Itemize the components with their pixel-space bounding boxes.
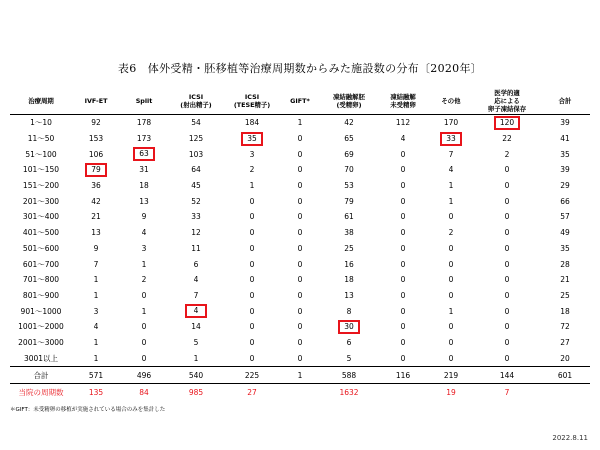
table-cell: 92: [91, 118, 101, 128]
table-cell: 27: [247, 387, 257, 397]
table-cell: 0: [400, 275, 406, 285]
table-cell: 0: [297, 196, 303, 206]
table-cell: 7: [448, 149, 454, 159]
table-cell: 1: [448, 306, 454, 316]
table-cell: [474, 115, 540, 131]
row-label: 301～400: [22, 212, 60, 222]
table-cell: 5: [346, 353, 352, 363]
table-cell: 13: [139, 196, 149, 206]
table-cell: 16: [344, 259, 354, 269]
table-cell: 153: [88, 134, 104, 144]
table-row: [10, 162, 590, 178]
table-cell: 496: [120, 367, 168, 384]
table-cell: 0: [448, 275, 454, 285]
table-cell: 0: [297, 212, 303, 222]
table-cell: 0: [297, 353, 303, 363]
column-header: GIFT*: [280, 88, 320, 115]
table-cell: 9: [93, 243, 99, 253]
column-header: その他: [428, 88, 474, 115]
column-header: ICSI (射出精子): [168, 88, 224, 115]
table-row: [10, 241, 590, 257]
column-header: 凍結融解 未受精卵: [378, 88, 428, 115]
row-label: 101～150: [22, 165, 60, 175]
table-cell: [378, 384, 428, 401]
table-cell: 0: [504, 165, 510, 175]
table-cell: 6: [193, 259, 199, 269]
table-row: [10, 319, 590, 335]
table-cell: 3: [93, 306, 99, 316]
table-cell: 18: [139, 181, 149, 191]
table-cell: 112: [395, 118, 411, 128]
table-cell: 53: [344, 181, 354, 191]
table-cell: 178: [136, 118, 152, 128]
table-cell: 1: [297, 118, 303, 128]
table-cell: 54: [191, 118, 201, 128]
table-cell: 45: [191, 181, 201, 191]
table-cell: 0: [448, 212, 454, 222]
table-cell: 1: [193, 353, 199, 363]
table-cell: 3: [249, 149, 255, 159]
table-row: [10, 303, 590, 319]
table-cell: 0: [504, 306, 510, 316]
table-cell: 0: [297, 306, 303, 316]
table-cell: 35: [560, 149, 570, 159]
table-cell: 184: [244, 118, 260, 128]
table-cell: 0: [249, 290, 255, 300]
row-label: 2001～3000: [18, 337, 64, 347]
table-header-row: [10, 88, 590, 115]
table-cell: 0: [249, 196, 255, 206]
table-cell: 540: [168, 367, 224, 384]
table-cell: 7: [193, 290, 199, 300]
table-cell: 2: [249, 165, 255, 175]
table-cell: 0: [504, 353, 510, 363]
table-cell: 66: [560, 196, 570, 206]
table-cell: 0: [504, 259, 510, 269]
row-label: 801～900: [22, 290, 60, 300]
table-cell: 0: [448, 243, 454, 253]
table-cell: 70: [344, 165, 354, 175]
table-cell: 125: [188, 134, 204, 144]
table-cell: 0: [249, 228, 255, 238]
table-cell: 0: [141, 353, 147, 363]
table-cell: 39: [560, 118, 570, 128]
table-cell: [280, 384, 320, 401]
table-cell: 21: [560, 275, 570, 285]
table-row: [10, 225, 590, 241]
table-cell: 219: [428, 367, 474, 384]
table-row: [10, 209, 590, 225]
table-cell: 588: [320, 367, 378, 384]
table-cell: 21: [91, 212, 101, 222]
row-label: 151～200: [22, 181, 60, 191]
column-header: 治療周期: [10, 88, 72, 115]
highlighted-value: 120: [494, 116, 520, 130]
table-cell: 0: [504, 228, 510, 238]
table-cell: 29: [560, 181, 570, 191]
table-cell: 103: [188, 149, 204, 159]
table-cell: [428, 131, 474, 147]
table-cell: 0: [249, 243, 255, 253]
table-cell: 0: [297, 149, 303, 159]
table-row: [10, 131, 590, 147]
table-cell: 20: [560, 353, 570, 363]
table-cell: 25: [344, 243, 354, 253]
table-cell: 0: [504, 181, 510, 191]
table-cell: 4: [141, 228, 147, 238]
table-cell: 0: [400, 243, 406, 253]
row-label: 401～500: [22, 228, 60, 238]
table-cell: 33: [191, 212, 201, 222]
table-cell: 0: [448, 322, 454, 332]
table-cell: 1: [141, 306, 147, 316]
table-cell: 7: [93, 259, 99, 269]
table-cell: 7: [504, 387, 510, 397]
table-row: [10, 146, 590, 162]
table-cell: 69: [344, 149, 354, 159]
table-cell: 12: [191, 228, 201, 238]
table-cell: 3: [141, 243, 147, 253]
table-cell: 72: [560, 322, 570, 332]
table-cell: 1: [93, 275, 99, 285]
table-cell: 0: [249, 259, 255, 269]
table-cell: [120, 146, 168, 162]
table-cell: 1632: [339, 387, 359, 397]
highlighted-value: 4: [185, 304, 207, 318]
table-cell: 0: [504, 196, 510, 206]
table-cell: 116: [378, 367, 428, 384]
table-cell: 35: [560, 243, 570, 253]
table-cell: 1: [448, 181, 454, 191]
row-label: 11～50: [27, 134, 55, 144]
table-cell: 0: [400, 181, 406, 191]
table-cell: 1: [448, 196, 454, 206]
table-cell: 0: [297, 134, 303, 144]
highlighted-value: 35: [241, 132, 263, 146]
table-cell: 13: [344, 290, 354, 300]
table-cell: [72, 162, 120, 178]
row-label: 3001以上: [23, 353, 59, 363]
table-row: [10, 335, 590, 351]
table-cell: 52: [191, 196, 201, 206]
our-row: [10, 384, 590, 401]
table-cell: 0: [249, 212, 255, 222]
row-label: 51～100: [25, 149, 57, 159]
table-cell: 0: [297, 181, 303, 191]
table-cell: 0: [297, 228, 303, 238]
table-cell: 0: [400, 165, 406, 175]
table-cell: 4: [193, 275, 199, 285]
table-cell: 13: [91, 228, 101, 238]
column-header: IVF-ET: [72, 88, 120, 115]
table-cell: 6: [346, 337, 352, 347]
table-cell: 0: [400, 337, 406, 347]
table-cell: 2: [504, 149, 510, 159]
table-cell: 135: [88, 387, 104, 397]
table-row: [10, 350, 590, 366]
column-header: 医学的適 応による 卵子凍結保存: [474, 88, 540, 115]
highlighted-value: 63: [133, 147, 155, 161]
row-label: 当院の周期数: [18, 387, 64, 397]
table-cell: 2: [448, 228, 454, 238]
table-cell: 0: [448, 353, 454, 363]
table-cell: 27: [560, 337, 570, 347]
table-cell: 1: [93, 290, 99, 300]
table-cell: 31: [139, 165, 149, 175]
table-cell: 106: [88, 149, 104, 159]
page-title: 表6 体外受精・胚移植等治療周期数からみた施設数の分布〔2020年〕: [117, 62, 483, 75]
table-cell: 0: [400, 259, 406, 269]
table-cell: 39: [560, 165, 570, 175]
table-cell: 42: [91, 196, 101, 206]
table-cell: 4: [448, 165, 454, 175]
column-header: 凍結融解胚 (受精卵): [320, 88, 378, 115]
table-cell: 57: [560, 212, 570, 222]
table-cell: 5: [193, 337, 199, 347]
table-cell: 0: [504, 212, 510, 222]
column-header: 合計: [540, 88, 590, 115]
column-header: Split: [120, 88, 168, 115]
table-cell: 985: [188, 387, 204, 397]
table-cell: 22: [502, 134, 512, 144]
total-row: [10, 367, 590, 384]
row-label: 合計: [10, 367, 72, 384]
table-cell: 0: [297, 165, 303, 175]
table-cell: 19: [446, 387, 456, 397]
table-cell: 25: [560, 290, 570, 300]
table-cell: 0: [400, 149, 406, 159]
table-cell: 8: [346, 306, 352, 316]
table-cell: 0: [297, 290, 303, 300]
table-row: [10, 256, 590, 272]
table-cell: [168, 303, 224, 319]
table-cell: 0: [400, 290, 406, 300]
table-row: [10, 272, 590, 288]
table-cell: [540, 384, 590, 401]
table-cell: 0: [448, 259, 454, 269]
table-cell: 42: [344, 118, 354, 128]
table-cell: 0: [249, 337, 255, 347]
table-cell: 0: [297, 243, 303, 253]
table-cell: 0: [249, 353, 255, 363]
table-cell: 14: [191, 322, 201, 332]
table-cell: 601: [540, 367, 590, 384]
table-cell: 36: [91, 181, 101, 191]
highlighted-value: 33: [440, 132, 462, 146]
table-cell: 0: [400, 212, 406, 222]
table-cell: 41: [560, 134, 570, 144]
table-cell: 0: [504, 337, 510, 347]
row-label: 701～800: [22, 275, 60, 285]
table-cell: 0: [400, 228, 406, 238]
highlighted-value: 30: [338, 320, 360, 334]
row-label: 901～1000: [20, 306, 62, 316]
table-cell: 0: [141, 290, 147, 300]
table-cell: 0: [448, 290, 454, 300]
table-cell: 225: [224, 367, 280, 384]
table-cell: 0: [249, 306, 255, 316]
table-cell: 61: [344, 212, 354, 222]
table-cell: 0: [297, 259, 303, 269]
table-cell: 0: [448, 337, 454, 347]
table-row: [10, 115, 590, 131]
table-cell: 1: [280, 367, 320, 384]
table-cell: 11: [191, 243, 201, 253]
table-cell: 38: [344, 228, 354, 238]
highlighted-value: 79: [85, 163, 107, 177]
table-cell: 18: [344, 275, 354, 285]
table-cell: 4: [93, 322, 99, 332]
table-cell: 28: [560, 259, 570, 269]
table-cell: 571: [72, 367, 120, 384]
table-cell: [224, 131, 280, 147]
table-cell: 0: [400, 353, 406, 363]
table-cell: 84: [139, 387, 149, 397]
table-cell: 1: [141, 259, 147, 269]
row-label: 501～600: [22, 243, 60, 253]
table-cell: 49: [560, 228, 570, 238]
column-header: ICSI (TESE精子): [224, 88, 280, 115]
table-cell: 64: [191, 165, 201, 175]
table-cell: 170: [443, 118, 459, 128]
table-cell: 4: [400, 134, 406, 144]
table-cell: 0: [249, 322, 255, 332]
row-label: 601～700: [22, 259, 60, 269]
table-cell: 0: [249, 275, 255, 285]
table-cell: 0: [297, 275, 303, 285]
table-cell: 0: [141, 337, 147, 347]
table-cell: 9: [141, 212, 147, 222]
table-row: [10, 193, 590, 209]
table-row: [10, 288, 590, 304]
table-row: [10, 178, 590, 194]
row-label: 1～10: [30, 118, 52, 128]
table-cell: [320, 319, 378, 335]
table-cell: 0: [400, 306, 406, 316]
table-cell: 0: [400, 196, 406, 206]
table-cell: 65: [344, 134, 354, 144]
distribution-table: [10, 88, 590, 400]
footnote: ＊GIFT：未受精卵の移植が実施されている場合のみを集計した: [10, 407, 166, 413]
table-cell: 0: [297, 337, 303, 347]
table-cell: 0: [504, 290, 510, 300]
table-cell: 2: [141, 275, 147, 285]
row-label: 201～300: [22, 196, 60, 206]
table-cell: 144: [474, 367, 540, 384]
table-cell: 0: [504, 275, 510, 285]
date-stamp: 2022.8.11: [552, 434, 588, 442]
table-cell: 0: [504, 243, 510, 253]
table-cell: 173: [136, 134, 152, 144]
table-cell: 0: [400, 322, 406, 332]
row-label: 1001～2000: [18, 322, 64, 332]
table-cell: 1: [249, 181, 255, 191]
table-cell: 0: [504, 322, 510, 332]
table-cell: 0: [141, 322, 147, 332]
table-cell: 1: [93, 353, 99, 363]
table-cell: 79: [344, 196, 354, 206]
table-cell: 0: [297, 322, 303, 332]
table-cell: 1: [93, 337, 99, 347]
table-cell: 18: [560, 306, 570, 316]
